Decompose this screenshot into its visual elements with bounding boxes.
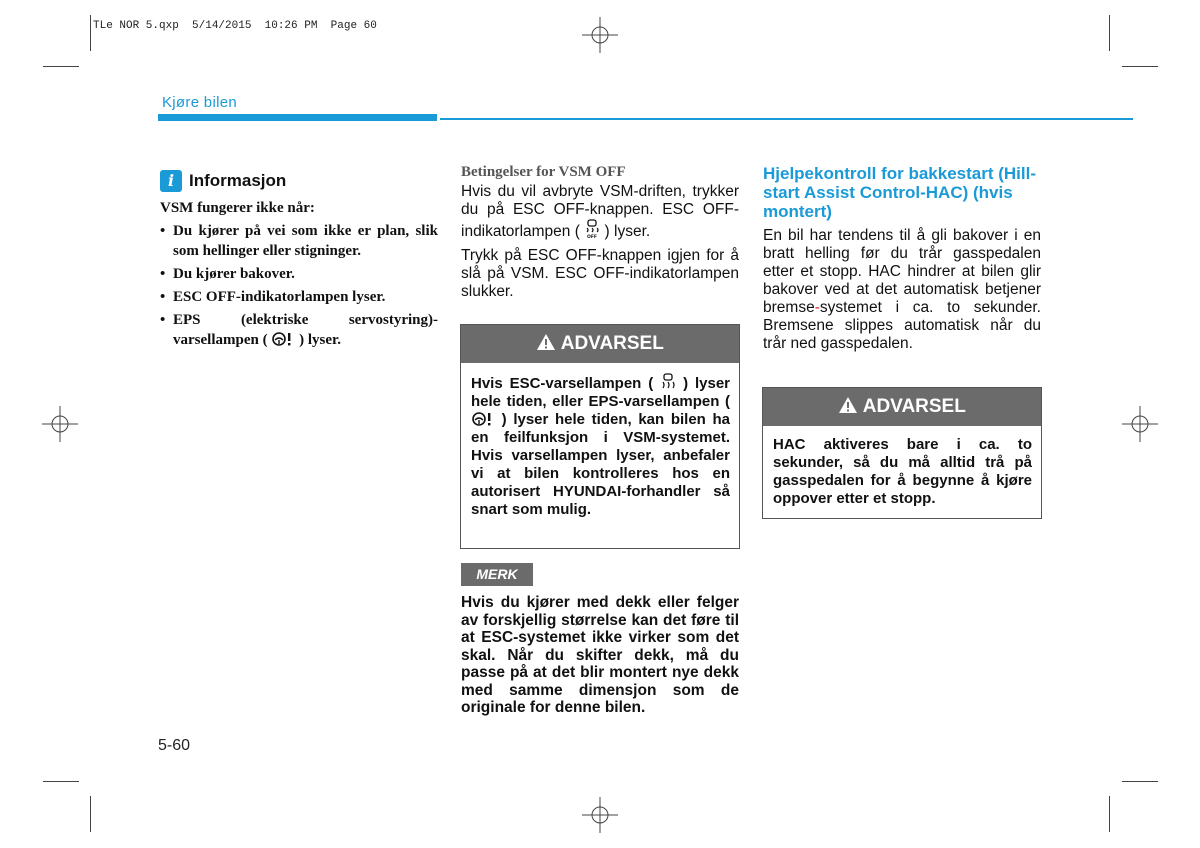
- list-item: • Du kjører på vei som ikke er plan, slik som hellinger eller stigninger.: [160, 221, 438, 261]
- hac-hyphen: -: [814, 299, 820, 316]
- warning-label: ADVARSEL: [862, 396, 966, 417]
- eps-bullet-text: EPS (elektriske servostyring)-varsellampen (: [173, 312, 438, 348]
- registration-mark-icon: [582, 797, 618, 833]
- vsm-off-text-end: ) lyser.: [604, 223, 651, 240]
- registration-mark-icon: [42, 406, 78, 442]
- info-content: [160, 198, 438, 353]
- warning-text-part: ) lyser hele tiden, eller EPS-varsellampen (: [471, 375, 731, 410]
- warning-header: [763, 388, 1041, 426]
- hac-text: En bil har tendens til å gli bakover i en bratt helling før du trår gasspedalen etter et stopp. HAC hindrer at bilen glir bakover ved at det automatisk betjener bremse: [763, 227, 1041, 316]
- warning-header: [461, 325, 739, 363]
- page-number: 5-60: [158, 737, 191, 754]
- header-rule: [440, 118, 1133, 120]
- hac-paragraph: [763, 227, 1041, 353]
- crop-mark: [1122, 781, 1158, 782]
- hac-text-end: systemet i ca. to sekunder. Bremsene slippes automatisk når du trår ned gasspedalen.: [763, 299, 1041, 352]
- crop-mark: [90, 15, 91, 51]
- info-icon: i: [160, 170, 182, 192]
- warning-triangle-icon: [536, 333, 556, 351]
- crop-mark: [43, 66, 79, 67]
- note-label: MERK: [461, 563, 533, 586]
- section-title: Kjøre bilen: [162, 94, 237, 111]
- crop-mark: [90, 796, 91, 832]
- registration-mark-icon: [582, 17, 618, 53]
- warning-text: HAC aktiveres bare i ca. to sekunder, så du må alltid trå på gasspedalen for å begynne å kjøre oppover etter et stopp.: [773, 436, 1032, 507]
- warning-text: [461, 363, 739, 529]
- crop-mark: [43, 781, 79, 782]
- eps-warning-icon: [471, 411, 495, 427]
- info-list: [160, 221, 438, 350]
- warning-text-part: ) lyser hele tiden, kan bilen ha en feilfunksjon i VSM-systemet. Hvis varsellampen lyser, anbefaler vi at bilen kontrolleres hos en autorisert HYUNDAI-forhandler så snart som mulig.: [471, 411, 731, 518]
- vsm-off-text: Hvis du vil avbryte VSM-driften, trykker du på ESC OFF-knappen. ESC OFF-indikatorlampen (: [461, 183, 739, 240]
- warning-box: [460, 324, 740, 549]
- info-lead: VSM fungerer ikke når:: [160, 200, 315, 216]
- crop-mark: [1109, 15, 1110, 51]
- vsm-off-paragraph: [461, 183, 739, 241]
- warning-text-part: Hvis ESC-varsellampen (: [471, 375, 654, 392]
- eps-bullet-text-end: ) lyser.: [299, 332, 342, 348]
- header-accent-bar: [158, 114, 437, 121]
- crop-mark: [1122, 66, 1158, 67]
- note-text: Hvis du kjører med dekk eller felger av forskjellig størrelse kan det føre til at ESC-systemet ikke virker som det skal. Når du skifter dekk, må du passe på at det blir montert nye dekk med samme dimensjon som de originale for denne bilen.: [461, 594, 739, 716]
- list-item: • Du kjører bakover.: [160, 264, 438, 284]
- list-item: [160, 310, 438, 350]
- hac-title: Hjelpekontroll for bakkestart (Hill-start Assist Control-HAC) (hvis montert): [763, 164, 1036, 221]
- print-slug: TLe NOR 5.qxp 5/14/2015 10:26 PM Page 60: [93, 20, 377, 32]
- warning-box-hac: [762, 387, 1042, 519]
- eps-warning-icon: [271, 331, 295, 347]
- vsm-off-heading: Betingelser for VSM OFF: [461, 164, 626, 180]
- crop-mark: [1109, 796, 1110, 832]
- warning-label: ADVARSEL: [560, 333, 664, 354]
- esc-warning-icon: [660, 373, 676, 391]
- warning-triangle-icon: [838, 396, 858, 414]
- vsm-off-paragraph-2: Trykk på ESC OFF-knappen igjen for å slå på VSM. ESC OFF-indikatorlampen slukker.: [461, 247, 739, 300]
- info-title: Informasjon: [189, 171, 287, 190]
- list-item: • ESC OFF-indikatorlampen lyser.: [160, 287, 438, 307]
- registration-mark-icon: [1122, 406, 1158, 442]
- svg-text:OFF: OFF: [587, 235, 598, 239]
- hac-section: [763, 164, 1041, 359]
- vsm-off-section: [461, 164, 739, 307]
- esc-off-indicator-icon: [584, 219, 600, 239]
